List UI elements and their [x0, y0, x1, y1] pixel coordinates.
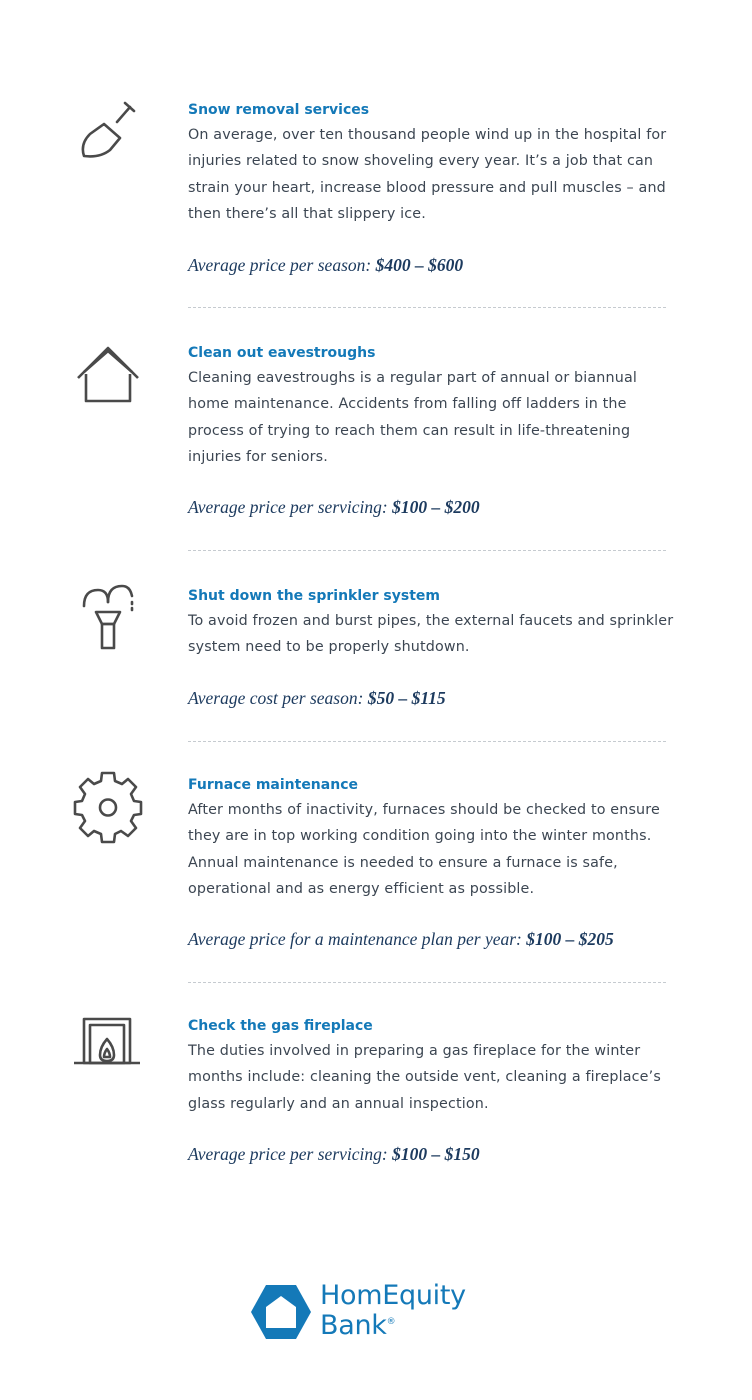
divider: [188, 307, 666, 308]
price-value: $100 – $150: [392, 1144, 480, 1164]
fireplace-icon: [70, 1005, 146, 1081]
homequity-logo-icon: [250, 1284, 312, 1340]
divider: [188, 550, 666, 551]
price-label: Average price for a maintenance plan per year:: [188, 929, 522, 949]
service-price: [188, 929, 708, 950]
price-label: Average price per season:: [188, 255, 372, 275]
divider: [188, 741, 666, 742]
service-price: [188, 1144, 708, 1165]
sprinkler-icon: [70, 578, 146, 654]
service-description: On average, over ten thousand people wind up in the hospital for injuries related to snow shoveling every year. It’s a job that can strain your heart, increase blood pressure and pull muscles – and then there’s all that slippery ice.: [188, 127, 667, 222]
shovel-icon: [70, 98, 146, 174]
service-price: [188, 688, 708, 709]
price-value: $100 – $200: [392, 497, 480, 517]
service-title: Shut down the sprinkler system: [188, 588, 440, 604]
divider: [188, 982, 666, 983]
logo-line1: HomEquity: [320, 1280, 466, 1311]
price-label: Average price per servicing:: [188, 497, 388, 517]
price-label: Average price per servicing:: [188, 1144, 388, 1164]
price-value: $50 – $115: [367, 688, 446, 708]
price-value: $400 – $600: [375, 255, 464, 275]
service-description: Cleaning eavestroughs is a regular part of annual or biannual home maintenance. Accidents from falling off ladders in the process of trying to reach them can result in life-threatening injuries for seniors.: [188, 370, 637, 465]
service-price: [188, 255, 708, 276]
service-price: [188, 497, 708, 518]
gear-icon: [70, 769, 146, 845]
homequity-bank-logo: [250, 1282, 510, 1342]
price-value: $100 – $205: [526, 929, 614, 949]
service-title: Furnace maintenance: [188, 777, 358, 793]
service-title: Clean out eavestroughs: [188, 345, 376, 361]
service-title: Snow removal services: [188, 102, 370, 118]
registered-mark: ®: [386, 1317, 396, 1327]
service-description: To avoid frozen and burst pipes, the external faucets and sprinkler system need to be properly shutdown.: [188, 613, 674, 656]
price-label: Average cost per season:: [188, 688, 364, 708]
service-description: After months of inactivity, furnaces should be checked to ensure they are in top working condition going into the winter months. Annual maintenance is needed to ensure a furnace is safe, operational and as energy efficient as possible.: [188, 802, 660, 897]
logo-line2: Bank: [320, 1310, 387, 1341]
service-description: The duties involved in preparing a gas fireplace for the winter months include: cleaning the outside vent, cleaning a fireplace’s glass regularly and an annual inspection.: [188, 1043, 661, 1112]
service-title: Check the gas fireplace: [188, 1018, 373, 1034]
house-icon: [70, 340, 146, 416]
